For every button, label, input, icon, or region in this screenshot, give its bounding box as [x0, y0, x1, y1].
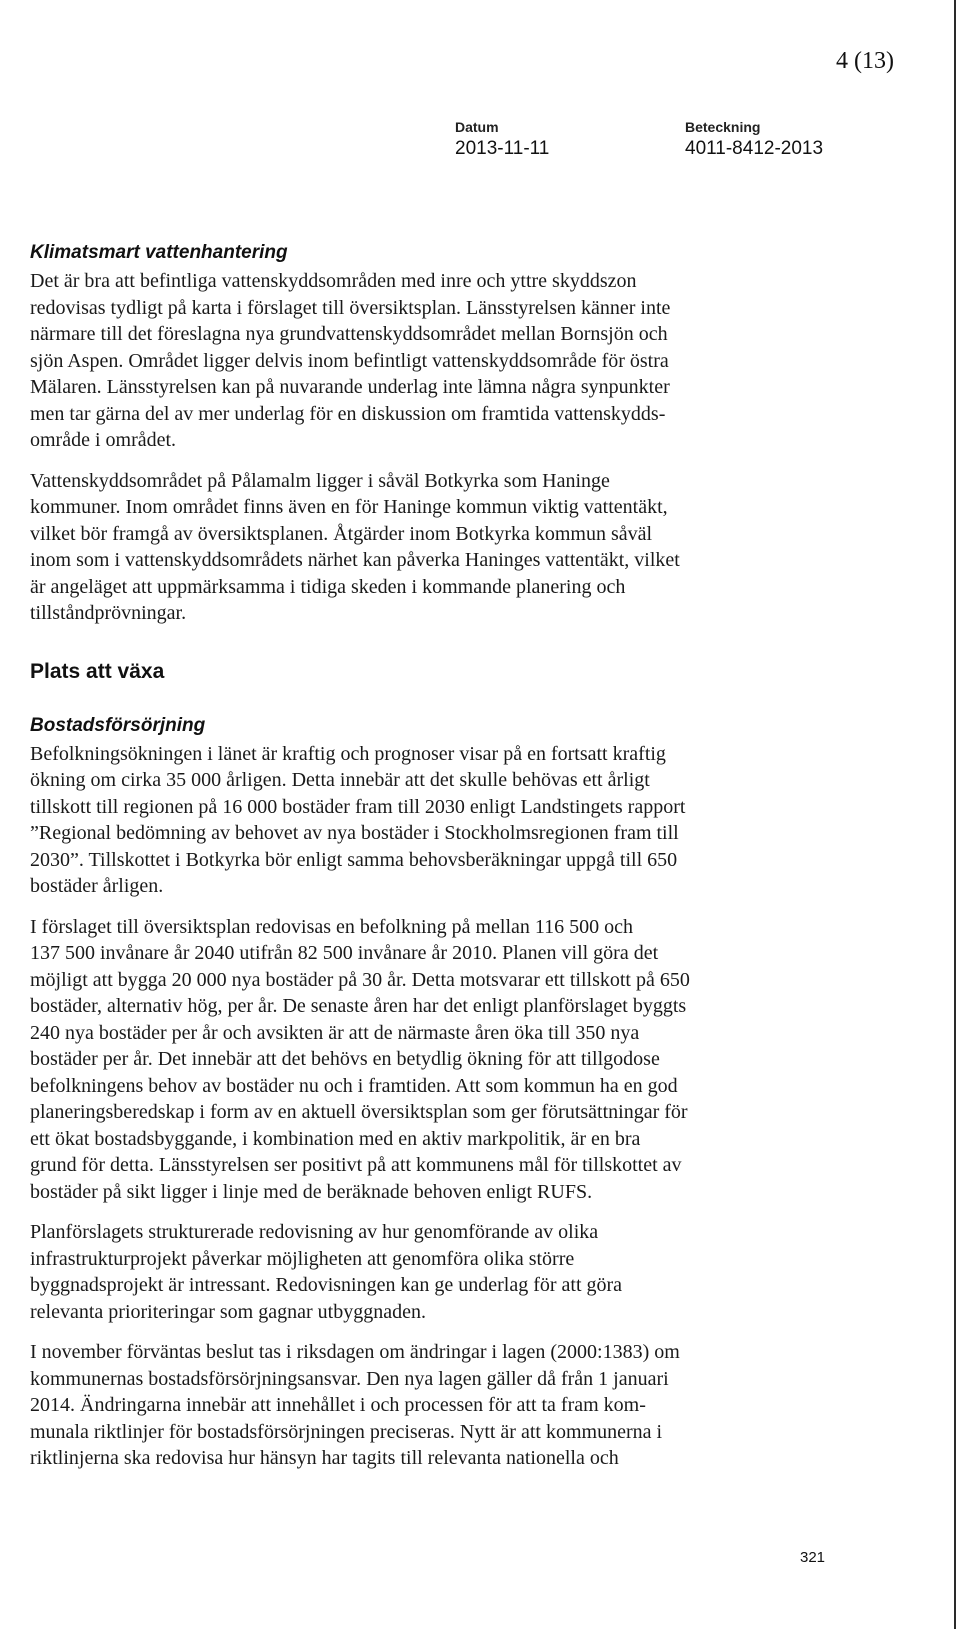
reference-label: Beteckning	[685, 119, 761, 135]
paragraph: I förslaget till översiktsplan redovisas en befolkning på mellan 116 500 och 137 500 invånare år 2040 utifrån 82 500 invånare år 2010. Planen vill göra det möjligt att bygga 20 000 nya bostäder på 30 år. Detta motsvarar ett tillskott på 650 bostäder, alternativ hög, per år. De senaste åren har det enligt planförslaget byggts 240 nya bostäder per år och avsikten är att de närmaste åren öka till 350 nya bostäder per år. Det innebär att det behövs en betydlig ökning för att tillgodose befolkningens behov av bostäder nu och i framtiden. Att som kommun ha en god planeringsberedskap i form av en aktuell översiktsplan som ger förutsättningar för ett ökat bostadsbyggande, i kombination med en aktiv markpolitik, är en bra grund för detta. Länsstyrelsen ser positivt på att kommunens mål för tillskottet av bostäder på sikt ligger i linje med de beräknade behoven enligt RUFS.	[30, 915, 690, 1203]
page-number: 4 (13)	[836, 48, 894, 74]
paragraph: Vattenskyddsområdet på Pålamalm ligger i såväl Botkyrka som Haninge kommuner. Inom området finns även en för Haninge kommun viktig vattentäkt, vilket bör framgå av översiktsplanen. Åtgärder inom Botkyrka kommun såväl inom som i vattenskyddsområdets närhet kan påverka Haninges vattentäkt, vilket är angeläget att uppmärksamma i tidiga skeden i kommande planering och tillståndprövningar.	[30, 469, 680, 624]
heading-climate-water: Klimatsmart vattenhantering	[30, 242, 288, 263]
reference-value: 4011-8412-2013	[685, 138, 824, 159]
date-value: 2013-11-11	[455, 138, 550, 159]
paragraph: I november förväntas beslut tas i riksdagen om ändringar i lagen (2000:1383) om kommunernas bostadsförsörjningsansvar. Den nya lagen gäller då från 1 januari 2014. Ändringarna innebär att innehållet i och processen för att ta fram kom- munala riktlinjer för bostadsförsörjningen preciseras. Nytt är att kommunerna i riktlinjerna ska redovisa hur hänsyn har tagits till relevanta nationella och	[30, 1341, 680, 1469]
date-block	[455, 118, 549, 162]
reference-block	[685, 118, 823, 162]
paragraph: Det är bra att befintliga vattenskyddsområden med inre och yttre skyddszon redovisas tydligt på karta i förslaget till översiktsplan. Länsstyrelsen känner inte närmare till det föreslagna nya grundvattenskyddsområdet mellan Bornsjön och sjön Aspen. Området ligger delvis inom befintligt vattenskyddsområde för östra Mälaren. Länsstyrelsen kan på nuvarande underlag inte lämna några synpunkter men tar gärna del av mer underlag för en diskussion om framtida vattenskydds- område i området.	[30, 270, 671, 451]
paragraph: Befolkningsökningen i länet är kraftig och prognoser visar på en fortsatt kraftig ökning om cirka 35 000 årligen. Detta innebär att det skulle behövas ett årligt tillskott till regionen på 16 000 bostäder fram till 2030 enligt Landstingets rapport ”Regional bedömning av behovet av nya bostäder i Stockholmsregionen fram till 2030”. Tillskottet i Botkyrka bör enligt samma behovsberäkningar uppgå till 650 bostäder årligen.	[30, 742, 686, 897]
document-body	[30, 240, 920, 1482]
heading-housing-supply: Bostadsförsörjning	[30, 714, 206, 736]
footer-doc-number: 321	[800, 1549, 826, 1566]
date-label: Datum	[455, 119, 499, 135]
heading-room-to-grow: Plats att växa	[30, 659, 165, 683]
page-edge-line	[954, 0, 956, 1629]
paragraph: Planförslagets strukturerade redovisning av hur genomförande av olika infrastrukturprojekt påverkar möjligheten att genomföra olika större byggnadsprojekt är intressant. Redovisningen kan ge underlag för att göra relevanta prioriteringar som gagnar utbyggnaden.	[30, 1221, 623, 1323]
